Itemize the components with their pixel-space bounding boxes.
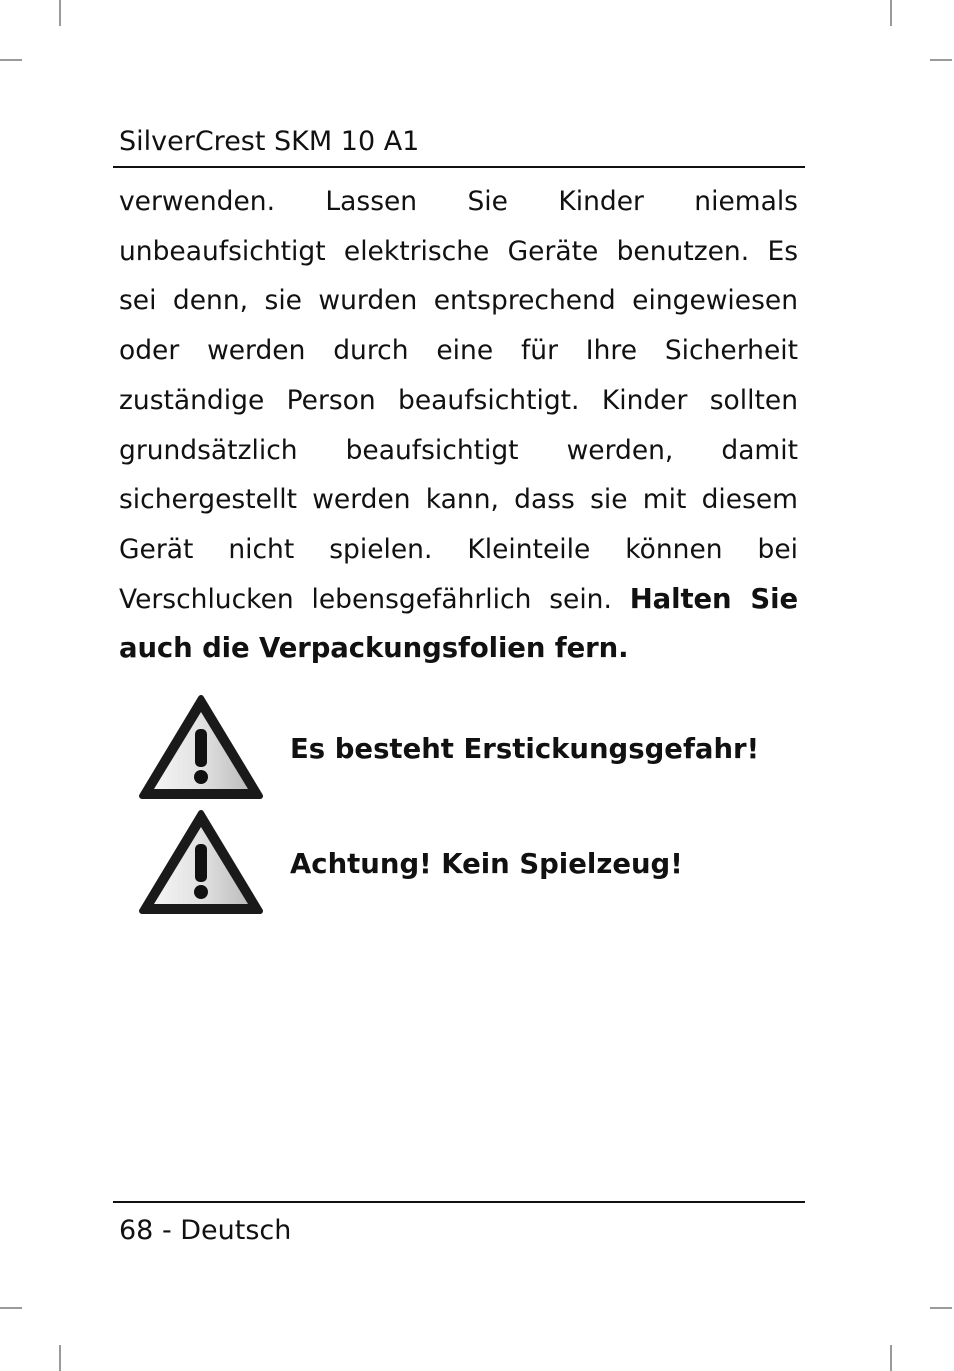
warning-not-a-toy (138, 809, 798, 915)
page-footer-label: 68 - Deutsch (119, 1215, 292, 1246)
body-bold-sentence: Halten Sie auch die Verpackungsfolien fern. (119, 582, 798, 665)
crop-mark (930, 59, 952, 61)
crop-mark (59, 0, 61, 26)
warning-choking (138, 694, 798, 800)
crop-mark (890, 0, 892, 26)
crop-mark (0, 1307, 22, 1309)
crop-mark (0, 59, 22, 61)
page-header-title: SilverCrest SKM 10 A1 (119, 126, 420, 157)
warning-triangle-icon (138, 694, 264, 800)
crop-mark (59, 1345, 61, 1371)
warning-text: Achtung! Kein Spielzeug! (290, 848, 683, 880)
footer-divider (113, 1201, 805, 1203)
warning-triangle-icon (138, 809, 264, 915)
crop-mark (890, 1345, 892, 1371)
body-paragraph-text: verwenden. Lassen Sie Kinder niemals unbeaufsichtigt elektrische Geräte benutzen. Es sei denn, sie wurden entsprechend eingewiesen oder werden durch eine für Ihre Sicherheit zuständige Person beaufsichtigt. Kinder sollten grundsätzlich beaufsichtigt werden, damit sichergestellt werden kann, dass sie mit diesem Gerät nicht spielen. Kleinteile können bei Verschlucken lebensgefährlich sein. (119, 186, 798, 615)
crop-mark (930, 1307, 952, 1309)
warning-text: Es besteht Erstickungsgefahr! (290, 733, 760, 765)
body-paragraph (119, 177, 798, 674)
header-divider (113, 166, 805, 168)
